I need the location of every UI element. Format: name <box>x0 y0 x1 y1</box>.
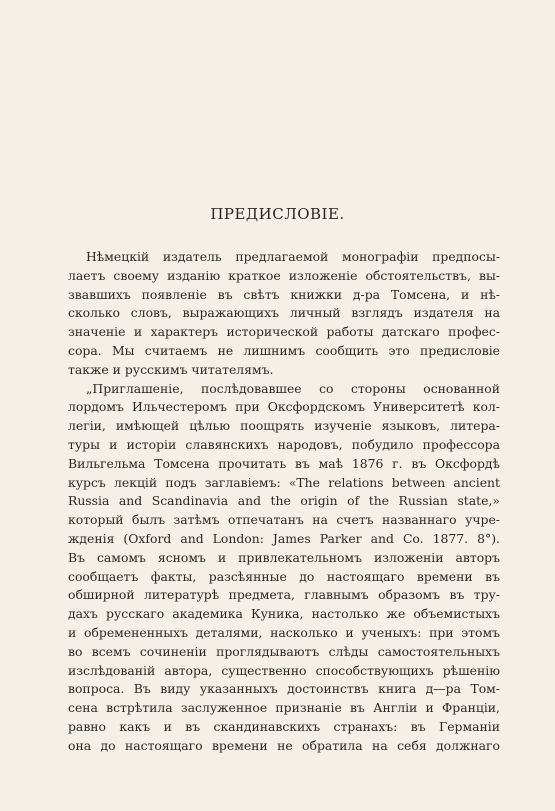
text-line: сообщаетъ факты, разсѣянные до настоящаго времени въ <box>68 568 500 584</box>
paragraph <box>68 380 500 756</box>
text-line: сена встрѣтила заслуженное признанiе въ Англiи и Францiи, <box>68 700 500 716</box>
text-line: лордомъ Ильчестеромъ при Оксфордскомъ Университетѣ кол- <box>68 399 500 415</box>
text-line: равно какъ и въ скандинавскихъ странахъ: въ Германiи <box>68 718 500 734</box>
page-body <box>68 248 500 756</box>
text-line: дахъ русскаго академика Куника, настолько же объемистыхъ <box>68 606 500 622</box>
text-line: и обремененныхъ деталями, насколько и ученыхъ: при этомъ <box>68 624 500 640</box>
text-line: она до настоящаго времени не обратила на себя должнаго <box>68 737 500 753</box>
text-line: вопроса. Въ виду указанныхъ достоинствъ книга д—ра Том- <box>68 681 500 697</box>
paragraph <box>68 248 500 380</box>
text-line: туры и исторiи славянскихъ народовъ, побудило профессора <box>68 436 500 452</box>
text-line: также и русскимъ читателямъ. <box>68 361 274 377</box>
text-line: жденiя (Oxford and London: James Parker and Co. 1877. 8°). <box>68 530 500 546</box>
text-line: во всемъ сочиненiи проглядываютъ слѣды самостоятельныхъ <box>68 643 500 659</box>
text-line: лаетъ своему изданiю краткое изложенiе обстоятельствъ, вы- <box>68 267 500 283</box>
page-heading: ПРЕДИСЛОВIЕ. <box>210 205 345 223</box>
text-line: значенiе и характеръ исторической работы датскаго профес- <box>68 324 500 340</box>
text-line: обширной литературѣ предмета, главнымъ образомъ въ тру- <box>68 587 500 603</box>
text-line: сора. Мы считаемъ не лишнимъ сообщить это предисловiе <box>68 342 500 358</box>
text-line: курсъ лекцiй подъ заглавiемъ: «The relations between ancient <box>68 474 500 490</box>
text-line: звавшихъ появленiе въ свѣтъ книжки д-ра Томсена, и нѣ- <box>68 286 500 302</box>
text-line: сколько словъ, выражающихъ личный взглядъ издателя на <box>68 305 500 321</box>
text-line: „Приглашенiе, послѣдовавшее со стороны основанной <box>86 380 500 396</box>
text-line: легiи, имѣющей цѣлью поощрять изученiе языковъ, литера- <box>68 418 500 434</box>
text-line: изслѣдованiй автора, существенно способствующихъ рѣшенiю <box>68 662 500 678</box>
text-line: Нѣмецкiй издатель предлагаемой монографiи предпосы- <box>86 249 500 264</box>
text-line: Russia and Scandinavia and the origin of the Russian state,» <box>68 493 500 509</box>
text-line: Вильгельма Томсена прочитать въ маѣ 1876 г. въ Оксфордѣ <box>68 455 500 471</box>
text-line: Въ самомъ ясномъ и привлекательномъ изложенiи авторъ <box>68 549 500 565</box>
text-line: который былъ затѣмъ отпечатанъ на счетъ названнаго учре- <box>68 512 500 528</box>
